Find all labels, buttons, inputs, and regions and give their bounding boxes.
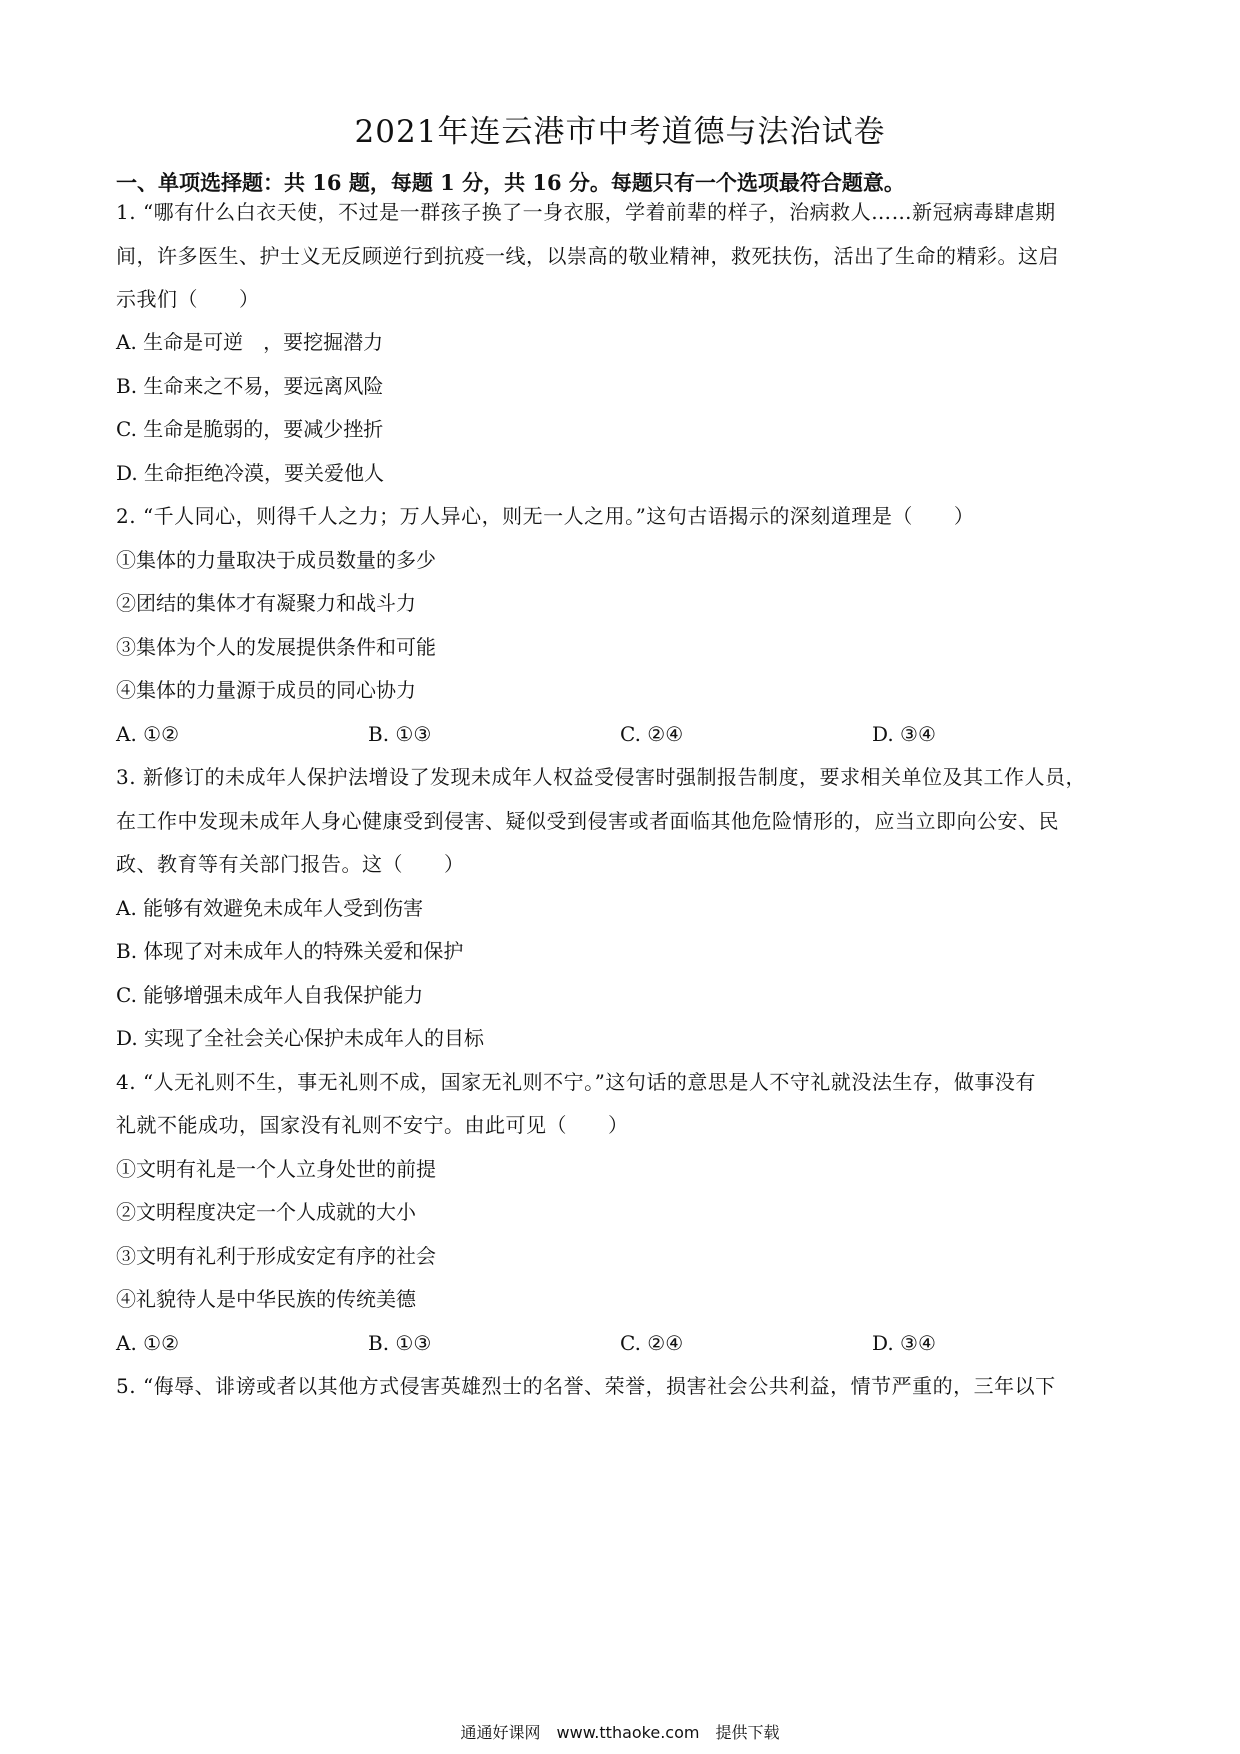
section-heading: 一、单项选择题：共 16 题，每题 1 分，共 16 分。每题只有一个选项最符合题意。: [116, 170, 905, 195]
q1-stem-line-3: 示我们（ ）: [116, 287, 260, 311]
exam-title: 2021年连云港市中考道德与法治试卷: [354, 114, 886, 150]
q4-choice-d: D. ③④: [872, 1331, 936, 1355]
q4-choice-a: A. ①②: [116, 1331, 180, 1355]
q3-option-a: A. 能够有效避免未成年人受到伤害: [116, 896, 424, 920]
q2-choice-c: C. ②④: [620, 722, 684, 746]
q3-option-c: C. 能够增强未成年人自我保护能力: [116, 983, 424, 1007]
q4-statement-4: ④礼貌待人是中华民族的传统美德: [116, 1287, 416, 1311]
q2-stem-line-1: 2. “千人同心，则得千人之力；万人异心，则无一人之用。”这句古语揭示的深刻道理是（ ）: [116, 504, 975, 528]
q1-option-a: A. 生命是可逆 ，要挖掘潜力: [116, 330, 384, 354]
q2-statement-3: ③集体为个人的发展提供条件和可能: [116, 635, 436, 659]
q1-option-b: B. 生命来之不易，要远离风险: [116, 374, 384, 398]
q2-choice-d: D. ③④: [872, 722, 936, 746]
footer-download-note: 通通好课网 www.tthaoke.com 提供下载: [460, 1723, 780, 1742]
q4-stem-line-1: 4. “人无礼则不生，事无礼则不成，国家无礼则不宁。”这句话的意思是人不守礼就没法生存，做事没有: [116, 1070, 1036, 1094]
q4-stem-line-2: 礼就不能成功，国家没有礼则不安宁。由此可见（ ）: [116, 1113, 629, 1137]
q1-option-c: C. 生命是脆弱的，要减少挫折: [116, 417, 384, 441]
q1-stem-line-1: 1. “哪有什么白衣天使，不过是一群孩子换了一身衣服，学着前辈的样子，治病救人……新冠病毒肆虐期: [116, 200, 1056, 224]
q1-stem-line-2: 间，许多医生、护士义无反顾逆行到抗疫一线，以崇高的敬业精神，救死扶伤，活出了生命的精彩。这启: [116, 244, 1059, 268]
q3-stem-line-2: 在工作中发现未成年人身心健康受到侵害、疑似受到侵害或者面临其他危险情形的，应当立即向公安、民: [116, 809, 1059, 833]
q3-option-d: D. 实现了全社会关心保护未成年人的目标: [116, 1026, 485, 1050]
q2-choice-b: B. ①③: [368, 722, 432, 746]
q4-statement-3: ③文明有礼利于形成安定有序的社会: [116, 1244, 436, 1268]
q2-statement-2: ②团结的集体才有凝聚力和战斗力: [116, 591, 416, 615]
q3-stem-line-3: 政、教育等有关部门报告。这（ ）: [116, 852, 465, 876]
q4-statement-2: ②文明程度决定一个人成就的大小: [116, 1200, 416, 1224]
q4-choice-c: C. ②④: [620, 1331, 684, 1355]
q4-choice-b: B. ①③: [368, 1331, 432, 1355]
q1-option-d: D. 生命拒绝冷漠，要关爱他人: [116, 461, 385, 485]
q2-statement-1: ①集体的力量取决于成员数量的多少: [116, 548, 436, 572]
q3-stem-line-1: 3. 新修订的未成年人保护法增设了发现未成年人权益受侵害时强制报告制度，要求相关单位及其工作人员，: [116, 765, 1086, 789]
q4-statement-1: ①文明有礼是一个人立身处世的前提: [116, 1157, 436, 1181]
q2-statement-4: ④集体的力量源于成员的同心协力: [116, 678, 416, 702]
q2-choice-a: A. ①②: [116, 722, 180, 746]
q5-stem-line-1: 5. “侮辱、诽谤或者以其他方式侵害英雄烈士的名誉、荣誉，损害社会公共利益，情节严重的，三年以下: [116, 1374, 1056, 1398]
q3-option-b: B. 体现了对未成年人的特殊关爱和保护: [116, 939, 464, 963]
